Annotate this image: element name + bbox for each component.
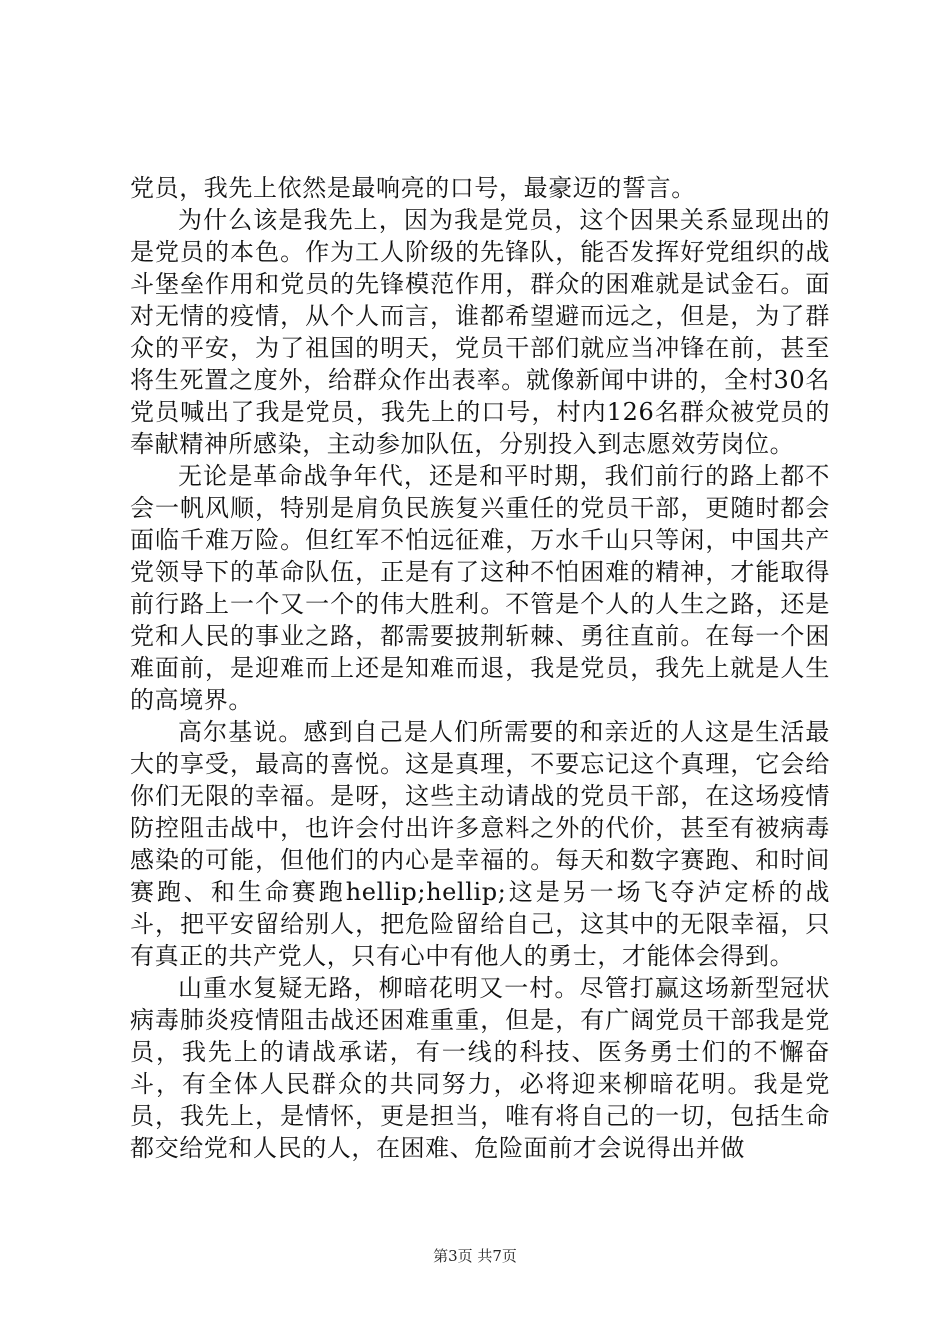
paragraph: 无论是革命战争年代，还是和平时期，我们前行的路上都不会一帆风顺，特别是肩负民族复兴重任的党员干部，更随时都会面临千难万险。但红军不怕远征难，万水千山只等闲，中国共产党领导下的革命队伍，正是有了这种不怕困难的精神，才能取得前行路上一个又一个的伟大胜利。不管是个人的人生之路，还是党和人民的事业之路，都需要披荆斩棘、勇往直前。在每一个困难面前，是迎难而上还是知难而退，我是党员，我先上就是人生的高境界。 (130, 462, 830, 714)
paragraph: 为什么该是我先上，因为我是党员，这个因果关系显现出的是党员的本色。作为工人阶级的先锋队，能否发挥好党组织的战斗堡垒作用和党员的先锋模范作用，群众的困难就是试金石。面对无情的疫情，从个人而言，谁都希望避而远之，但是，为了群众的平安，为了祖国的明天，党员干部们就应当冲锋在前，甚至将生死置之度外，给群众作出表率。就像新闻中讲的，全村30名党员喊出了我是党员，我先上的口号，村内126名群众被党员的奉献精神所感染，主动参加队伍，分别投入到志愿效劳岗位。 (130, 206, 830, 458)
paragraph-continuation: 党员，我先上依然是最响亮的口号，最豪迈的誓言。 (130, 174, 696, 202)
paragraph: 山重水复疑无路，柳暗花明又一村。尽管打赢这场新型冠状病毒肺炎疫情阻击战还困难重重，但是，有广阔党员干部我是党员，我先上的请战承诺，有一线的科技、医务勇士们的不懈奋斗，有全体人民群众的共同努力，必将迎来柳暗花明。我是党员，我先上，是情怀，更是担当，唯有将自己的一切，包括生命都交给党和人民的人，在困难、危险面前才会说得出并做 (130, 974, 830, 1162)
page-number-footer: 第3页 共7页 (433, 1247, 517, 1265)
document-body (130, 172, 830, 1164)
paragraph: 高尔基说。感到自己是人们所需要的和亲近的人这是生活最大的享受，最高的喜悦。这是真理，不要忘记这个真理，它会给你们无限的幸福。是呀，这些主动请战的党员干部，在这场疫情防控阻击战中，也许会付出许多意料之外的代价，甚至有被病毒感染的可能，但他们的内心是幸福的。每天和数字赛跑、和时间赛跑、和生命赛跑hellip;hellip;这是另一场飞夺泸定桥的战斗，把平安留给别人，把危险留给自己，这其中的无限幸福，只有真正的共产党人，只有心中有他人的勇士，才能体会得到。 (130, 718, 830, 970)
